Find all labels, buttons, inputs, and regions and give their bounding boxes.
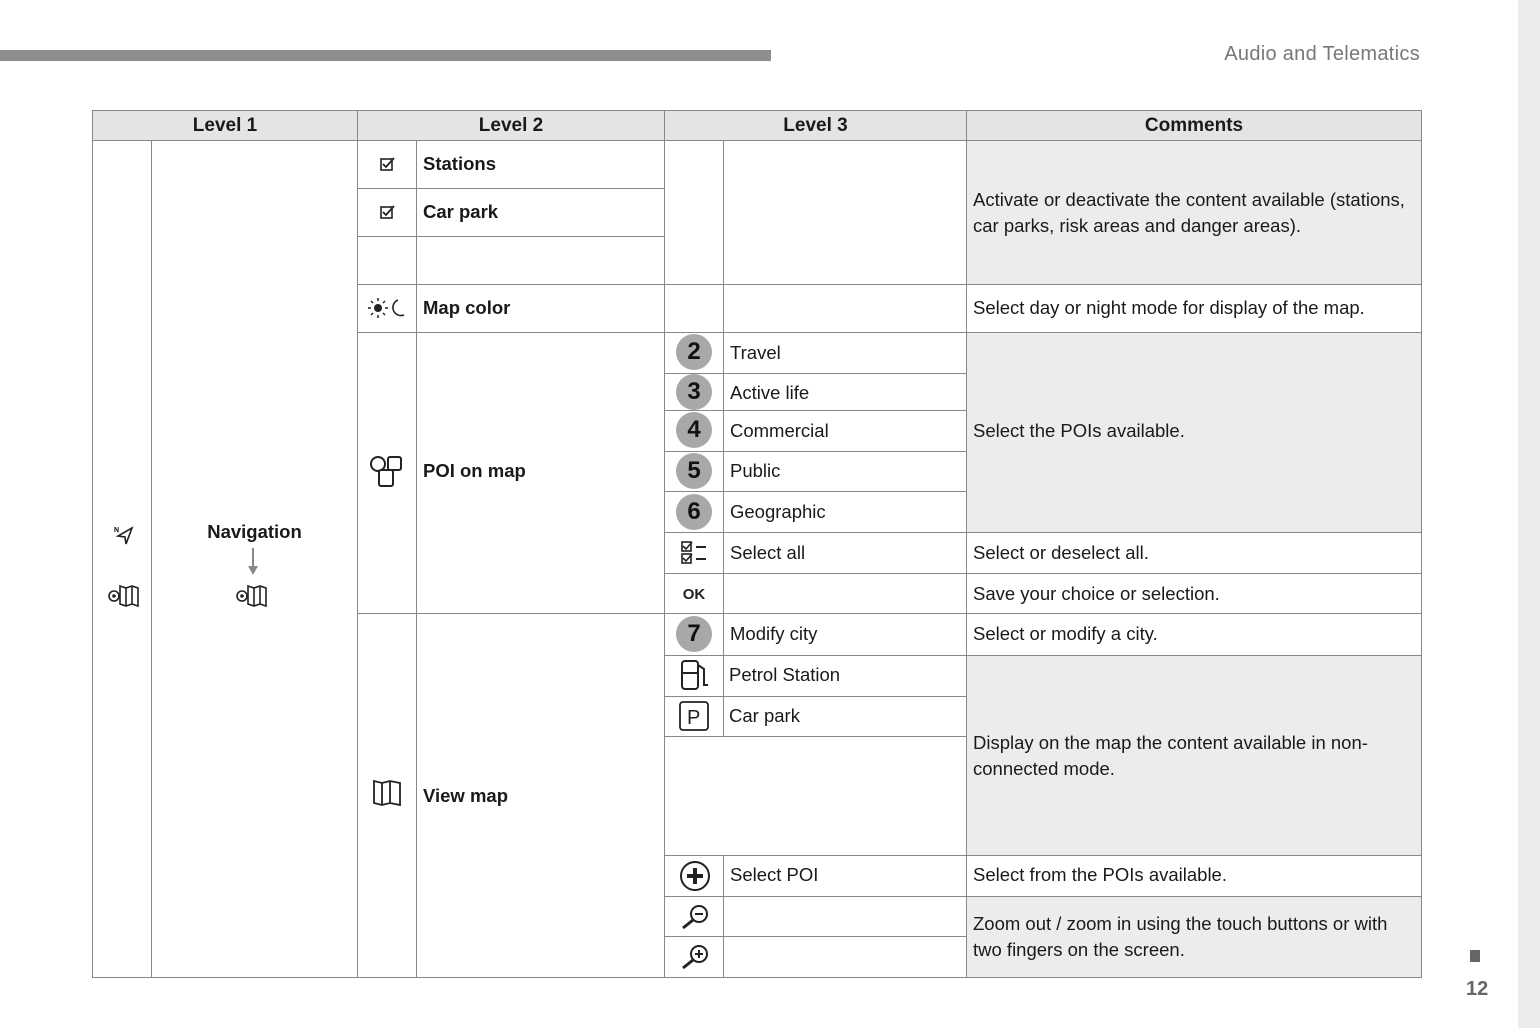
comment-select-from: Select from the POIs available. [973,864,1227,885]
fuel-pump-icon[interactable] [676,658,712,692]
rule [664,936,967,937]
rule [1421,110,1422,978]
arrow-down-icon [243,548,263,576]
add-poi-icon[interactable] [678,859,712,893]
header-level2: Level 2 [358,111,664,140]
rule [664,696,967,697]
ok-button[interactable]: OK [682,585,706,603]
level3-modify-city[interactable]: Modify city [730,623,818,644]
rule [357,110,358,978]
header-level3: Level 3 [665,111,966,140]
level3-travel[interactable]: Travel [730,342,781,363]
comment-modify-city: Select or modify a city. [973,623,1158,644]
level2-stations[interactable]: Stations [423,153,496,174]
level3-petrol-station[interactable]: Petrol Station [729,664,841,685]
select-all-icon[interactable] [678,538,710,568]
rule [664,736,967,737]
map-icon[interactable] [370,777,404,809]
map-settings-icon [106,580,140,612]
rule [416,140,417,284]
checkbox-icon[interactable] [374,152,402,176]
poi-icon[interactable] [367,453,407,489]
comment-display-offline: Display on the map the content available in non-connected mode. [973,732,1368,779]
number-badge-2[interactable]: 2 [676,334,712,370]
section-title: Audio and Telematics [1224,43,1420,65]
rule [664,451,967,452]
comment-select-deselect: Select or deselect all. [973,542,1149,563]
rule [664,532,1422,533]
parking-icon[interactable] [677,700,711,732]
rule [966,110,967,978]
level3-active-life[interactable]: Active life [730,382,810,403]
comment-zoom: Zoom out / zoom in using the touch buttons or with two fingers on the screen. [973,913,1388,960]
page-number: 12 [1466,978,1489,1000]
number-badge-3[interactable]: 3 [676,374,712,410]
rule [664,110,665,978]
rule [92,110,1422,111]
level2-poi-on-map[interactable]: POI on map [423,460,526,481]
level2-view-map[interactable]: View map [423,785,509,806]
map-settings-icon [233,580,269,612]
rule [664,491,967,492]
rule [151,140,152,978]
comment-select-pois: Select the POIs available. [973,420,1185,441]
rule [723,332,724,737]
level2-map-color[interactable]: Map color [423,297,511,318]
rule [92,140,1422,141]
rule [357,332,1422,333]
header-level1: Level 1 [93,111,357,140]
rule [357,188,665,189]
rule [664,896,1422,897]
level3-commercial[interactable]: Commercial [730,420,829,441]
rule [416,284,417,978]
day-night-icon[interactable] [367,294,407,322]
rule [357,284,1422,285]
rule [664,655,1422,656]
number-badge-4[interactable]: 4 [676,412,712,448]
checkbox-icon[interactable] [374,200,402,224]
level3-select-poi[interactable]: Select POI [730,864,819,885]
number-badge-6[interactable]: 6 [676,494,712,530]
rule [92,110,93,978]
rule [723,855,724,978]
rule [723,140,724,332]
number-badge-7[interactable]: 7 [676,616,712,652]
zoom-out-icon[interactable] [678,900,712,932]
rule [357,236,665,237]
level3-geographic[interactable]: Geographic [730,501,826,522]
number-badge-5[interactable]: 5 [676,453,712,489]
level3-car-park[interactable]: Car park [729,705,800,726]
level3-public[interactable]: Public [730,460,781,481]
comment-day-night: Select day or night mode for display of the map. [973,297,1365,318]
header-comments: Comments [967,111,1421,140]
level2-car-park[interactable]: Car park [423,201,499,222]
comment-activate: Activate or deactivate the content available (stations, car parks, risk areas and danger areas). [973,189,1405,236]
svg-text:N: N [114,527,120,534]
rule [664,855,1422,856]
rule [92,977,1422,978]
zoom-in-icon[interactable] [678,940,712,972]
svg-text:P: P [687,707,701,729]
level3-select-all[interactable]: Select all [730,542,806,563]
rule [664,410,967,411]
navigation-arrow-icon [108,520,138,550]
level1-navigation[interactable]: Navigation [207,521,302,542]
comment-save: Save your choice or selection. [973,583,1220,604]
rule [357,613,1422,614]
rule [664,573,1422,574]
rule [664,373,967,374]
